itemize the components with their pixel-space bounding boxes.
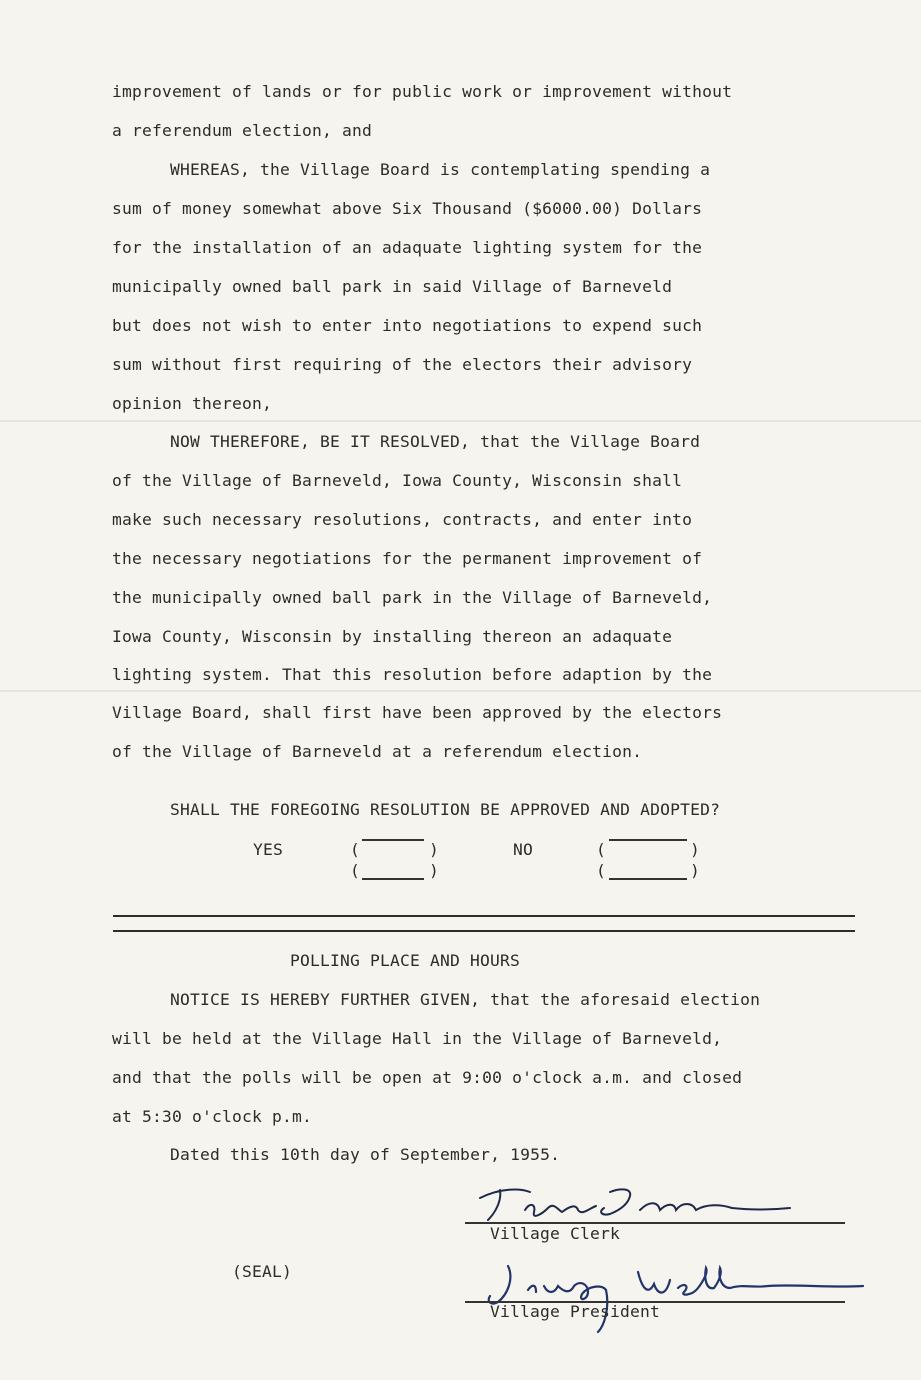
body-line: of the Village of Barneveld at a referendum election. (112, 742, 643, 761)
polling-heading: POLLING PLACE AND HOURS (290, 951, 521, 970)
polling-line: at 5:30 o'clock p.m. (112, 1107, 313, 1126)
no-box-top (609, 839, 687, 841)
president-title: Village President (490, 1302, 661, 1321)
body-line: sum without first requiring of the electors their advisory (112, 355, 693, 374)
dated-line: Dated this 10th day of September, 1955. (170, 1145, 561, 1164)
polling-line: will be held at the Village Hall in the Village of Barneveld, (112, 1029, 723, 1048)
body-line: opinion thereon, (112, 394, 273, 413)
ballot-question: SHALL THE FOREGOING RESOLUTION BE APPROVED AND ADOPTED? (170, 800, 721, 819)
yes-box-bottom (362, 878, 424, 880)
polling-line: and that the polls will be open at 9:00 o'clock a.m. and closed (112, 1068, 743, 1087)
yes-box-top (362, 839, 424, 841)
body-line: sum of money somewhat above Six Thousand ($6000.00) Dollars (112, 199, 703, 218)
body-line: the necessary negotiations for the permanent improvement of (112, 549, 703, 568)
body-line: improvement of lands or for public work or improvement without (112, 82, 733, 101)
body-line: make such necessary resolutions, contracts, and enter into (112, 510, 693, 529)
body-line: municipally owned ball park in said Village of Barneveld (112, 277, 673, 296)
body-line: but does not wish to enter into negotiations to expend such (112, 316, 703, 335)
body-line: NOW THEREFORE, BE IT RESOLVED, that the Village Board (170, 432, 701, 451)
divider-rule (113, 930, 855, 932)
paren-close: ) (429, 861, 440, 880)
body-line: WHEREAS, the Village Board is contemplating spending a (170, 160, 711, 179)
paper-fold (0, 690, 921, 692)
paren-close: ) (690, 840, 701, 859)
body-line: for the installation of an adaquate lighting system for the (112, 238, 703, 257)
paper-fold (0, 420, 921, 422)
paren-open: ( (596, 840, 607, 859)
body-line: Village Board, shall first have been approved by the electors (112, 703, 723, 722)
no-label: NO (513, 840, 534, 859)
polling-line: NOTICE IS HEREBY FURTHER GIVEN, that the aforesaid election (170, 990, 761, 1009)
seal-label: (SEAL) (232, 1262, 293, 1281)
clerk-title: Village Clerk (490, 1224, 621, 1243)
paren-open: ( (350, 840, 361, 859)
body-line: a referendum election, and (112, 121, 373, 140)
paren-close: ) (690, 861, 701, 880)
divider-rule (113, 915, 855, 917)
body-line: the municipally owned ball park in the Village of Barneveld, (112, 588, 713, 607)
president-signature (478, 1258, 878, 1338)
paren-open: ( (596, 861, 607, 880)
body-line: Iowa County, Wisconsin by installing thereon an adaquate (112, 627, 673, 646)
body-line: lighting system. That this resolution before adaption by the (112, 665, 713, 684)
paren-close: ) (429, 840, 440, 859)
paren-open: ( (350, 861, 361, 880)
yes-label: YES (253, 840, 284, 859)
body-line: of the Village of Barneveld, Iowa County, Wisconsin shall (112, 471, 683, 490)
no-box-bottom (609, 878, 687, 880)
